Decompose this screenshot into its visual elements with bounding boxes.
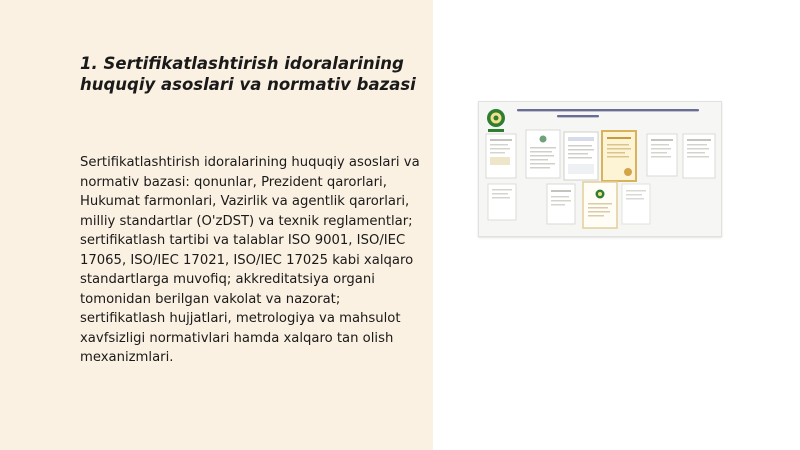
document-thumbnail [564,132,598,180]
document-thumbnail [547,184,575,224]
document-thumbnail [683,134,715,178]
document-thumbnail [622,184,650,224]
certificate-thumbnail [602,131,636,181]
document-thumbnail [488,184,516,220]
emblem-icon [487,109,505,132]
document-thumbnail [526,130,560,178]
slide-body-text: Sertifikatlashtirish idoralarining huquqiy asoslari va normativ bazasi: qonunlar, Prezident qarorlari, Hukumat farmonlari, Vazirlik va agentlik qarorlari, milliy standartlar (O'zDST) va texnik reglamentlar; sertifikatlash tartibi va talablar ISO 9001, ISO/IEC 17065, ISO/IEC 17021, ISO/IEC 17025 kabi xalqaro standartlarga muvofiq; akkreditatsiya organi tomonidan berilgan vakolat va nazorat; sertifikatlash hujjatlari, metrologiya va mahsulot xavfsizligi normativlari hamda xalqaro tan olish mexanizmlari. [80,155,420,365]
certificate-collage-image [478,101,722,237]
certificate-thumbnail [583,182,617,228]
document-thumbnail [647,134,677,176]
slide-title: 1. Sertifikatlashtirish idoralarining huquqiy asoslari va normativ bazasi [80,54,416,94]
document-thumbnail [486,134,516,178]
collage-heading-lines [517,109,699,117]
certificate-collage-graphic [479,102,722,237]
